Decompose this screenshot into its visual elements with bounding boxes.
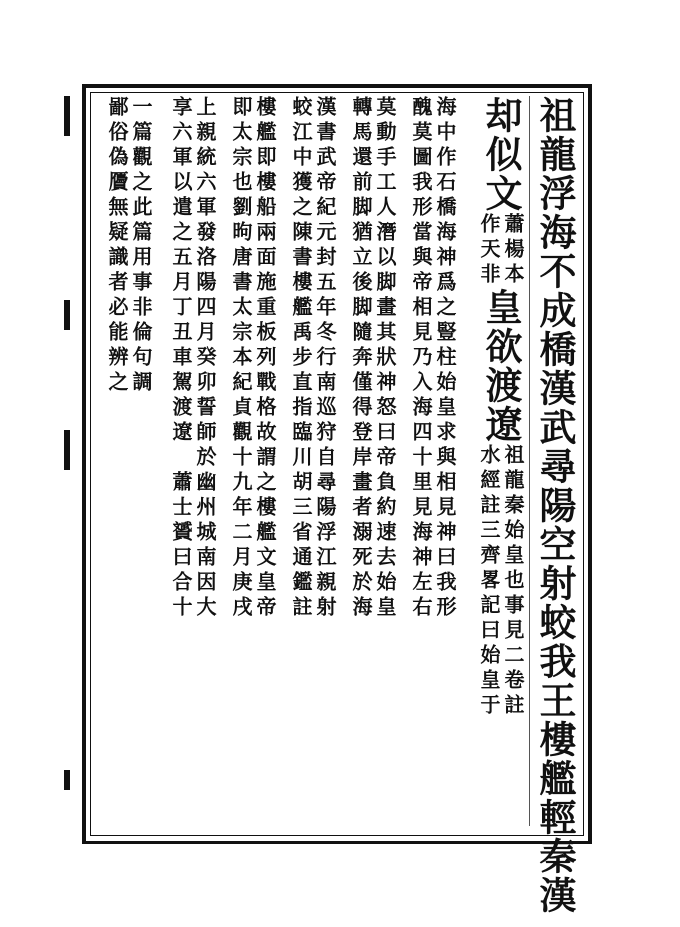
annotation-right: 漢書武帝紀元封五年冬行南巡狩自尋陽浮江親射 bbox=[313, 96, 337, 621]
annotation-left: 轉馬還前脚猶立後脚隨奔僅得登岸畫者溺死於海 bbox=[349, 96, 373, 621]
annotation-pair bbox=[106, 96, 152, 396]
annotation-right: 一篇觀之此篇用事非倫句調 bbox=[129, 96, 153, 396]
margin-mark bbox=[64, 96, 70, 136]
annotation-right: 海中作石橋海神爲之豎柱始皇求與相見神曰我形 bbox=[433, 96, 457, 621]
annotation-right: 蕭 bbox=[501, 213, 525, 238]
annotation-left: 醜莫圖我形當與帝相見乃入海四十里見海神左右 bbox=[409, 96, 433, 621]
text-column-8 bbox=[106, 96, 152, 826]
text-column-7 bbox=[170, 96, 216, 826]
annotation-pair bbox=[230, 96, 276, 621]
annotation-pair bbox=[478, 213, 524, 238]
annotation-left: 天非 bbox=[477, 238, 501, 288]
annotation-pair bbox=[170, 96, 216, 621]
annotation-left: 蛟江中獲之陳書樓艦禹步直指臨川胡三省通鑑註 bbox=[289, 96, 313, 621]
main-text: 皇欲渡遼 bbox=[479, 288, 523, 444]
annotation-right: 上親統六軍發洛陽四月癸卯誓師於幽州城南因大 bbox=[193, 96, 217, 621]
annotation-pair bbox=[290, 96, 336, 621]
annotation-pair bbox=[478, 444, 524, 719]
margin-mark bbox=[64, 300, 70, 330]
annotation-pair bbox=[350, 96, 396, 621]
text-column-4 bbox=[350, 96, 396, 826]
annotation-right: 莫動手工人潛以脚畫其狀神怒曰帝負約速去始皇 bbox=[373, 96, 397, 621]
annotation-left: 即太宗也劉昫唐書太宗本紀貞觀十九年二月庚戌 bbox=[229, 96, 253, 621]
column-divider bbox=[529, 96, 530, 826]
text-column-6 bbox=[230, 96, 276, 826]
annotation-pair bbox=[410, 96, 456, 621]
annotation-left: 鄙俗偽贗無疑識者必能辨之 bbox=[105, 96, 129, 396]
margin-mark bbox=[64, 430, 70, 470]
annotation-left: 享六軍以遣之五月丁丑車駕渡遼 蕭士贇曰合十 bbox=[169, 96, 193, 621]
annotation-right: 樓艦即樓船兩面施重板列戰格故謂之樓艦文皇帝 bbox=[253, 96, 277, 621]
annotation-left: 水經註三齊畧記曰始皇于 bbox=[477, 444, 501, 719]
annotation-pair bbox=[478, 238, 524, 288]
text-column-5 bbox=[290, 96, 336, 826]
text-column-2 bbox=[478, 96, 524, 826]
annotation-left: 作 bbox=[477, 213, 501, 238]
main-text: 却似文 bbox=[479, 96, 523, 213]
text-column-1 bbox=[532, 96, 578, 915]
margin-mark bbox=[64, 770, 70, 790]
annotation-right: 祖龍秦始皇也事見二卷註 bbox=[501, 444, 525, 719]
main-text: 祖龍浮海不成橋漢武尋陽空射蛟我王樓艦輕秦漢 bbox=[533, 96, 577, 915]
annotation-right: 楊本 bbox=[501, 238, 525, 288]
text-column-3 bbox=[410, 96, 456, 826]
